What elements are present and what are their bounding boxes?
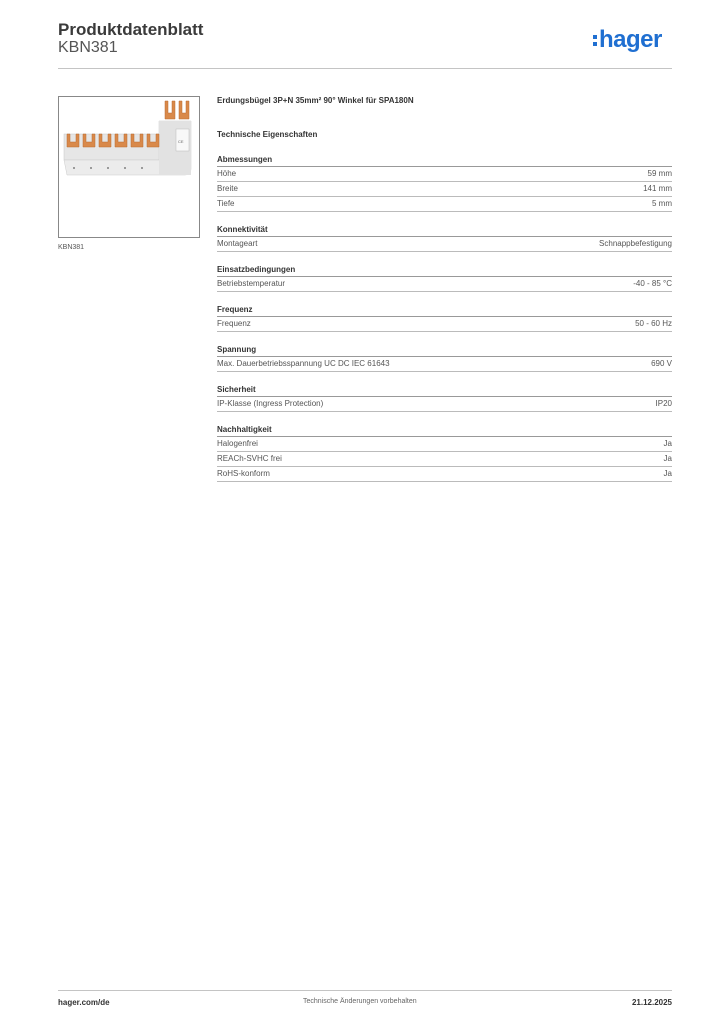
spec-row: [217, 317, 672, 332]
spec-group: [217, 345, 672, 372]
spec-group: [217, 225, 672, 252]
spec-group-title: Spannung: [217, 345, 672, 357]
spec-row: [217, 182, 672, 197]
footer-disclaimer: Technische Änderungen vorbehalten: [303, 998, 417, 1005]
spec-value: 141 mm: [643, 184, 672, 193]
spec-label: Montageart: [217, 239, 258, 248]
spec-value: 5 mm: [652, 199, 672, 208]
busbar-illustration: [59, 97, 199, 237]
spec-row: [217, 467, 672, 482]
logo-dots-icon: [593, 35, 597, 46]
section-title: Technische Eigenschaften: [217, 130, 318, 139]
spec-label: RoHS-konform: [217, 469, 270, 478]
spec-row: [217, 397, 672, 412]
spec-label: REACh-SVHC frei: [217, 454, 282, 463]
footer-divider: [58, 990, 672, 991]
spec-value: Ja: [663, 454, 672, 463]
spec-value: IP20: [655, 399, 672, 408]
spec-value: Schnappbefestigung: [599, 239, 672, 248]
spec-group: [217, 155, 672, 212]
svg-text:CE: CE: [178, 139, 184, 144]
spec-row: [217, 197, 672, 212]
spec-group-title: Abmessungen: [217, 155, 672, 167]
spec-value: 59 mm: [647, 169, 672, 178]
spec-label: Max. Dauerbetriebsspannung UC DC IEC 61643: [217, 359, 390, 368]
hager-logo[interactable]: [593, 28, 662, 52]
spec-value: -40 - 85 °C: [633, 279, 672, 288]
spec-row: [217, 437, 672, 452]
spec-area: [217, 96, 672, 482]
spec-value: 690 V: [651, 359, 672, 368]
spec-group-title: Einsatzbedingungen: [217, 265, 672, 277]
spec-label: Frequenz: [217, 319, 251, 328]
spec-row: [217, 167, 672, 182]
spec-label: Halogenfrei: [217, 439, 258, 448]
spec-value: Ja: [663, 439, 672, 448]
header-divider: [58, 68, 672, 69]
spec-value: Ja: [663, 469, 672, 478]
spec-group: [217, 305, 672, 332]
logo-text: hager: [599, 26, 662, 53]
document-title: Produktdatenblatt: [58, 20, 204, 39]
spec-row: [217, 452, 672, 467]
spec-group-title: Konnektivität: [217, 225, 672, 237]
product-name: Erdungsbügel 3P+N 35mm² 90° Winkel für SPA180N: [217, 96, 414, 105]
spec-group-title: Sicherheit: [217, 385, 672, 397]
spec-label: IP-Klasse (Ingress Protection): [217, 399, 324, 408]
spec-row: [217, 237, 672, 252]
spec-group: [217, 265, 672, 292]
spec-group-title: Nachhaltigkeit: [217, 425, 672, 437]
spec-row: [217, 357, 672, 372]
spec-label: Höhe: [217, 169, 237, 178]
spec-row: [217, 277, 672, 292]
footer-date: 21.12.2025: [631, 998, 672, 1007]
spec-label: Betriebstemperatur: [217, 279, 286, 288]
footer-url-link[interactable]: hager.com/de: [58, 998, 110, 1007]
spec-group: [217, 385, 672, 412]
image-caption: KBN381: [58, 244, 85, 251]
spec-groups: [217, 155, 672, 482]
spec-group: [217, 425, 672, 482]
spec-value: 50 - 60 Hz: [635, 319, 672, 328]
spec-label: Tiefe: [217, 199, 235, 208]
spec-label: Breite: [217, 184, 238, 193]
document-subtitle: KBN381: [58, 39, 118, 56]
spec-group-title: Frequenz: [217, 305, 672, 317]
product-image: [58, 96, 200, 238]
